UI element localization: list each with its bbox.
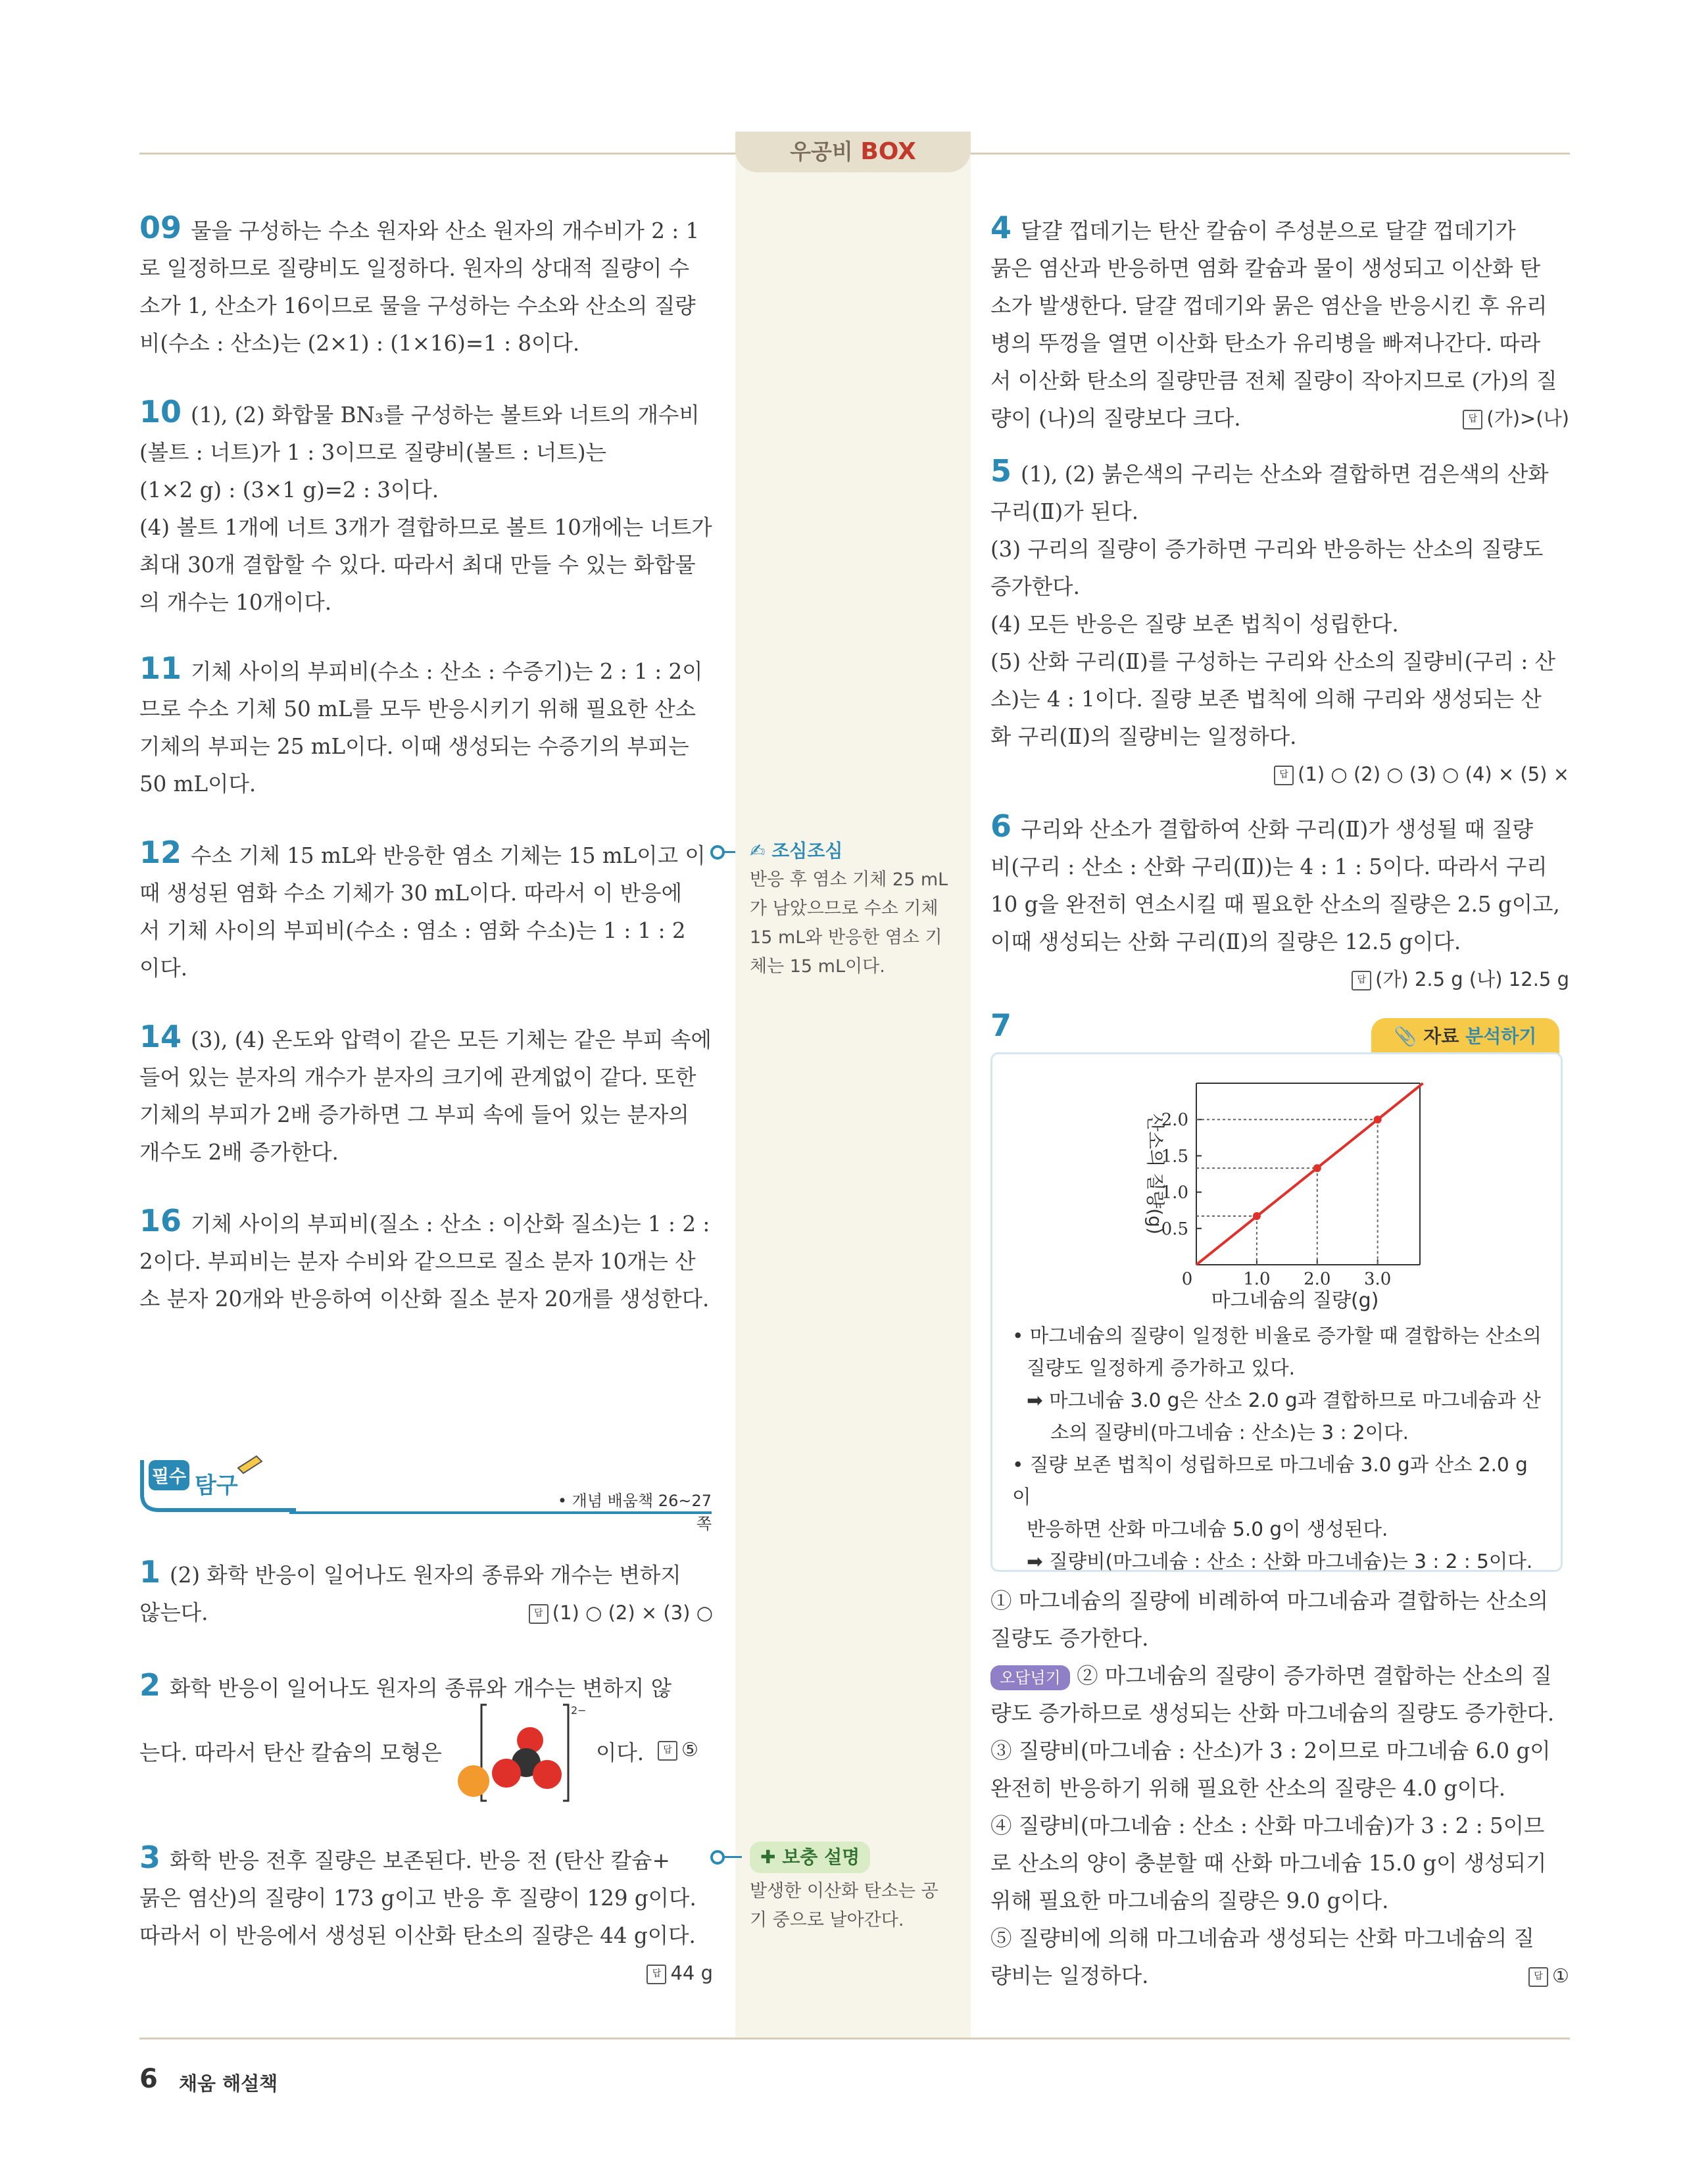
question-number: 09: [139, 210, 182, 245]
analysis-notes: • 마그네슘의 질량이 일정한 비율로 증가할 때 결합하는 산소의 질량도 일정하게 증가하고 있다. ➡ 마그네슘 3.0 g은 산소 2.0 g과 결합하므로 마그네슘과 산 소의 질량비(마그네슘 : 산소)는 3 : 2이다. • 질량 보존 법칙이 성립하므로 마그네슘 3.0 g과 산소 2.0 g이 반응하면 산화 마그네슘 5.0 g이 생성된다. ➡ 질량비(마그네슘 : 산소 : 산화 마그네슘)는 3 : 2 : 5이다.: [1012, 1325, 1542, 1573]
answer-2: 답 ⑤: [658, 1738, 698, 1761]
side-supplement: ✚ 보충 설명 발생한 이산화 탄소는 공 기 중으로 날아간다.: [750, 1842, 960, 1935]
question-number: 6: [990, 808, 1012, 844]
supplement-tag: ✚ 보충 설명: [750, 1842, 870, 1873]
box-word: BOX: [860, 138, 916, 165]
y-tick-label: 2.0: [1161, 1110, 1188, 1131]
hand-icon: ✍: [750, 840, 766, 862]
answer-icon: 답: [647, 1965, 666, 1984]
answer-3: 답 44 g: [139, 1955, 713, 1992]
data-analysis-tab: 📎 자료 분석하기: [1371, 1018, 1559, 1055]
oxygen-atom: [492, 1759, 521, 1788]
data-point: [1313, 1164, 1321, 1172]
caution-head: ✍ 조심조심: [750, 840, 843, 862]
question-16: 16 기체 사이의 부피비(질소 : 산소 : 이산화 질소)는 1 : 2 : 2이다. 부피비는 분자 수비와 같으므로 질소 분자 10개는 산 소 분자 20개와 반응하여 이산화 질소 분자 20개를 생성한다.: [139, 1203, 710, 1311]
x-tick-label: 0: [1181, 1269, 1193, 1289]
answer-icon: 답: [1463, 410, 1482, 429]
connector-dot: [710, 845, 725, 860]
question-09: 09 물을 구성하는 수소 원자와 산소 원자의 개수비가 2 : 1 로 일정하므로 질량비도 일정하다. 원자의 상대적 질량이 수 소가 1, 산소가 16이므로 물을 구성하는 수소와 산소의 질량 비(수소 : 산소)는 (2×1) : (1×16)=1 : 8이다.: [139, 210, 700, 356]
side-caution: ✍ 조심조심 반응 후 염소 기체 25 mL 가 남았으므로 수소 기체 15 mL와 반응한 염소 기 체는 15 mL이다.: [750, 837, 960, 981]
tamgu-logo: [139, 1454, 296, 1513]
tamgu-2-line2-end: 이다.: [596, 1740, 645, 1765]
tamgu-ref: • 개념 배움책 26~27쪽: [557, 1492, 712, 1533]
question-number: 14: [139, 1019, 182, 1054]
tamgu-2-line2: 는다. 따라서 탄산 칼슘의 모형은: [139, 1740, 442, 1765]
y-tick-label: 0.5: [1161, 1219, 1188, 1239]
question-r5: 5 (1), (2) 붉은색의 구리는 산소와 결합하면 검은색의 산화 구리(Ⅱ)가 된다. (3) 구리의 질량이 증가하면 구리와 반응하는 산소의 질량도 증가한다. (4) 모든 반응은 질량 보존 법칙이 성립한다. (5) 산화 구리(Ⅱ)를 구성하는 구리와 산소의 질량비(구리 : 산 소)는 4 : 1이다. 질량 보존 법칙에 의해 구리와 생성되는 산 화 구리(Ⅱ)의 질량비는 일정하다. 답 (1) ○ (2) ○ (3) ○ (4) × (5) ×: [990, 452, 1569, 793]
y-axis-label: 산소의 질량(g): [1144, 1113, 1166, 1234]
plus-icon: ✚: [760, 1846, 776, 1868]
box-tab: [735, 132, 971, 172]
tamgu-logo-top: 필수: [151, 1467, 187, 1487]
question-number: 5: [990, 453, 1012, 489]
y-tick-label: 1.5: [1161, 1146, 1188, 1167]
answer-icon: 답: [529, 1604, 549, 1624]
answer-icon: 답: [1274, 766, 1294, 785]
question-r7-explain: ① 마그네슘의 질량에 비례하여 마그네슘과 결합하는 산소의 질량도 증가한다. 오답넘기 ② 마그네슘의 질량이 증가하면 결합하는 산소의 질 량도 증가하므로 생성되는 산화 마그네슘의 질량도 증가한다. ③ 질량비(마그네슘 : 산소)가 3 : 2이므로 마그네슘 6.0 g이 완전히 반응하기 위해 필요한 산소의 질량은 4.0 g이다. ④ 질량비(마그네슘 : 산소 : 산화 마그네슘)가 3 : 2 : 5이므 로 산소의 양이 충분할 때 산화 마그네슘 15.0 g이 생성되기 위해 필요한 마그네슘의 질량은 9.0 g이다. ⑤ 질량비에 의해 마그네슘과 생성되는 산화 마그네슘의 질 량비는 일정하다. 답 ①: [990, 1582, 1569, 1995]
question-number: 12: [139, 835, 182, 870]
wrong-answer-tag: 오답넘기: [990, 1665, 1070, 1690]
tamgu-logo-main: 탐구: [195, 1473, 238, 1499]
x-axis-label: 마그네슘의 질량(g): [1211, 1289, 1379, 1312]
x-tick-label: 2.0: [1304, 1269, 1331, 1289]
tamgu-question-1: 1 (2) 화학 반응이 일어나도 원자의 종류와 개수는 변하지 않는다. 답 (1) ○ (2) × (3) ○: [139, 1553, 713, 1632]
box-column: [735, 154, 971, 2038]
box-prefix: 우공비: [790, 139, 853, 164]
answer-r5: 답 (1) ○ (2) ○ (3) ○ (4) × (5) ×: [990, 756, 1569, 793]
bottom-rule: [139, 2038, 1570, 2040]
ion-charge: 2−: [571, 1704, 587, 1717]
data-point: [1253, 1212, 1261, 1220]
question-r7-number: 7: [990, 1008, 1012, 1043]
question-number: 11: [139, 650, 182, 686]
data-analysis-box: [990, 1052, 1563, 1572]
question-r4: 4 달걀 껍데기는 탄산 칼슘이 주성분으로 달걀 껍데기가 묽은 염산과 반응하면 염화 칼슘과 물이 생성되고 이산화 탄 소가 발생한다. 달걀 껍데기와 묽은 염산을 반응시킨 후 유리 병의 뚜껑을 열면 이산화 탄소가 유리병을 빠져나간다. 따라 서 이산화 탄소의 질량만큼 전체 질량이 작아지므로 (가)의 질 량이 (나)의 질량보다 크다. 답 (가)>(나): [990, 209, 1569, 437]
answer-icon: 답: [658, 1741, 677, 1761]
book-label: 채움 해설책: [179, 2072, 278, 2095]
y-tick-label: 1.0: [1161, 1183, 1188, 1203]
connector-dot: [710, 1850, 725, 1865]
calcium-carbonate-model: [458, 1701, 587, 1806]
pencil-icon: [238, 1456, 262, 1473]
answer-icon: 답: [1352, 971, 1371, 990]
calcium-atom: [458, 1765, 489, 1797]
question-number: 1: [139, 1554, 161, 1590]
x-tick-label: 1.0: [1243, 1269, 1271, 1289]
question-number: 16: [139, 1203, 182, 1238]
page-number: 6: [139, 2064, 158, 2094]
data-point: [1374, 1115, 1382, 1123]
question-number: 4: [990, 210, 1012, 245]
answer-icon: 답: [1528, 1967, 1548, 1987]
series-line: [1196, 1083, 1423, 1265]
question-11: 11 기체 사이의 부피비(수소 : 산소 : 수증기)는 2 : 1 : 2이 므로 수소 기체 50 mL를 모두 반응시키기 위해 필요한 산소 기체의 부피는 25 mL이다. 이때 생성되는 수증기의 부피는 50 mL이다.: [139, 650, 703, 796]
question-number: 2: [139, 1667, 161, 1703]
answer-r4: 답 (가)>(나): [1463, 400, 1569, 437]
oxygen-atom: [533, 1760, 562, 1789]
question-number: 10: [139, 394, 182, 429]
question-14: 14 (3), (4) 온도와 압력이 같은 모든 기체는 같은 부피 속에 들어 있는 분자의 개수가 분자의 크기에 관계없이 같다. 또한 기체의 부피가 2배 증가하면 그 부피 속에 들어 있는 분자의 개수도 2배 증가한다.: [139, 1019, 712, 1165]
x-tick-label: 3.0: [1363, 1269, 1392, 1289]
question-r6: 6 구리와 산소가 결합하여 산화 구리(Ⅱ)가 생성될 때 질량 비(구리 : 산소 : 산화 구리(Ⅱ))는 4 : 1 : 5이다. 따라서 구리 10 g을 완전히 연소시킬 때 필요한 산소의 질량은 2.5 g이고, 이때 생성되는 산화 구리(Ⅱ)의 질량은 12.5 g이다. 답 (가) 2.5 g (나) 12.5 g: [990, 808, 1569, 998]
question-10: 10 (1), (2) 화합물 BN₃를 구성하는 볼트와 너트의 개수비 (볼트 : 너트)가 1 : 3이므로 질량비(볼트 : 너트)는 (1×2 g) : (3×1 g)=2 : 3이다. (4) 볼트 1개에 너트 3개가 결합하므로 볼트 10개에는 너트가 최대 30개 결합할 수 있다. 따라서 최대 만들 수 있는 화합물 의 개수는 10개이다.: [139, 394, 712, 615]
tamgu-question-2: 2 화학 반응이 일어나도 원자의 종류와 개수는 변하지 않: [139, 1667, 672, 1703]
clip-icon: 📎: [1394, 1025, 1417, 1047]
answer-1: 답 (1) ○ (2) × (3) ○: [529, 1594, 713, 1632]
question-12: 12 수소 기체 15 mL와 반응한 염소 기체는 15 mL이고 이 때 생성된 염화 수소 기체가 30 mL이다. 따라서 이 반응에 서 기체 사이의 부피비(수소 : 염소 : 염화 수소)는 1 : 1 : 2 이다.: [139, 835, 706, 981]
tamgu-question-3: 3 화학 반응 전후 질량은 보존된다. 반응 전 (탄산 칼슘+ 묽은 염산)의 질량이 173 g이고 반응 후 질량이 129 g이다. 따라서 이 반응에서 생성된 이산화 탄소의 질량은 44 g이다. 답 44 g: [139, 1839, 713, 1992]
mg-oxygen-chart: [992, 1054, 1561, 1317]
question-number: 3: [139, 1840, 161, 1875]
answer-r6: 답 (가) 2.5 g (나) 12.5 g: [990, 961, 1569, 998]
answer-r7: 답 ①: [1528, 1957, 1569, 1995]
